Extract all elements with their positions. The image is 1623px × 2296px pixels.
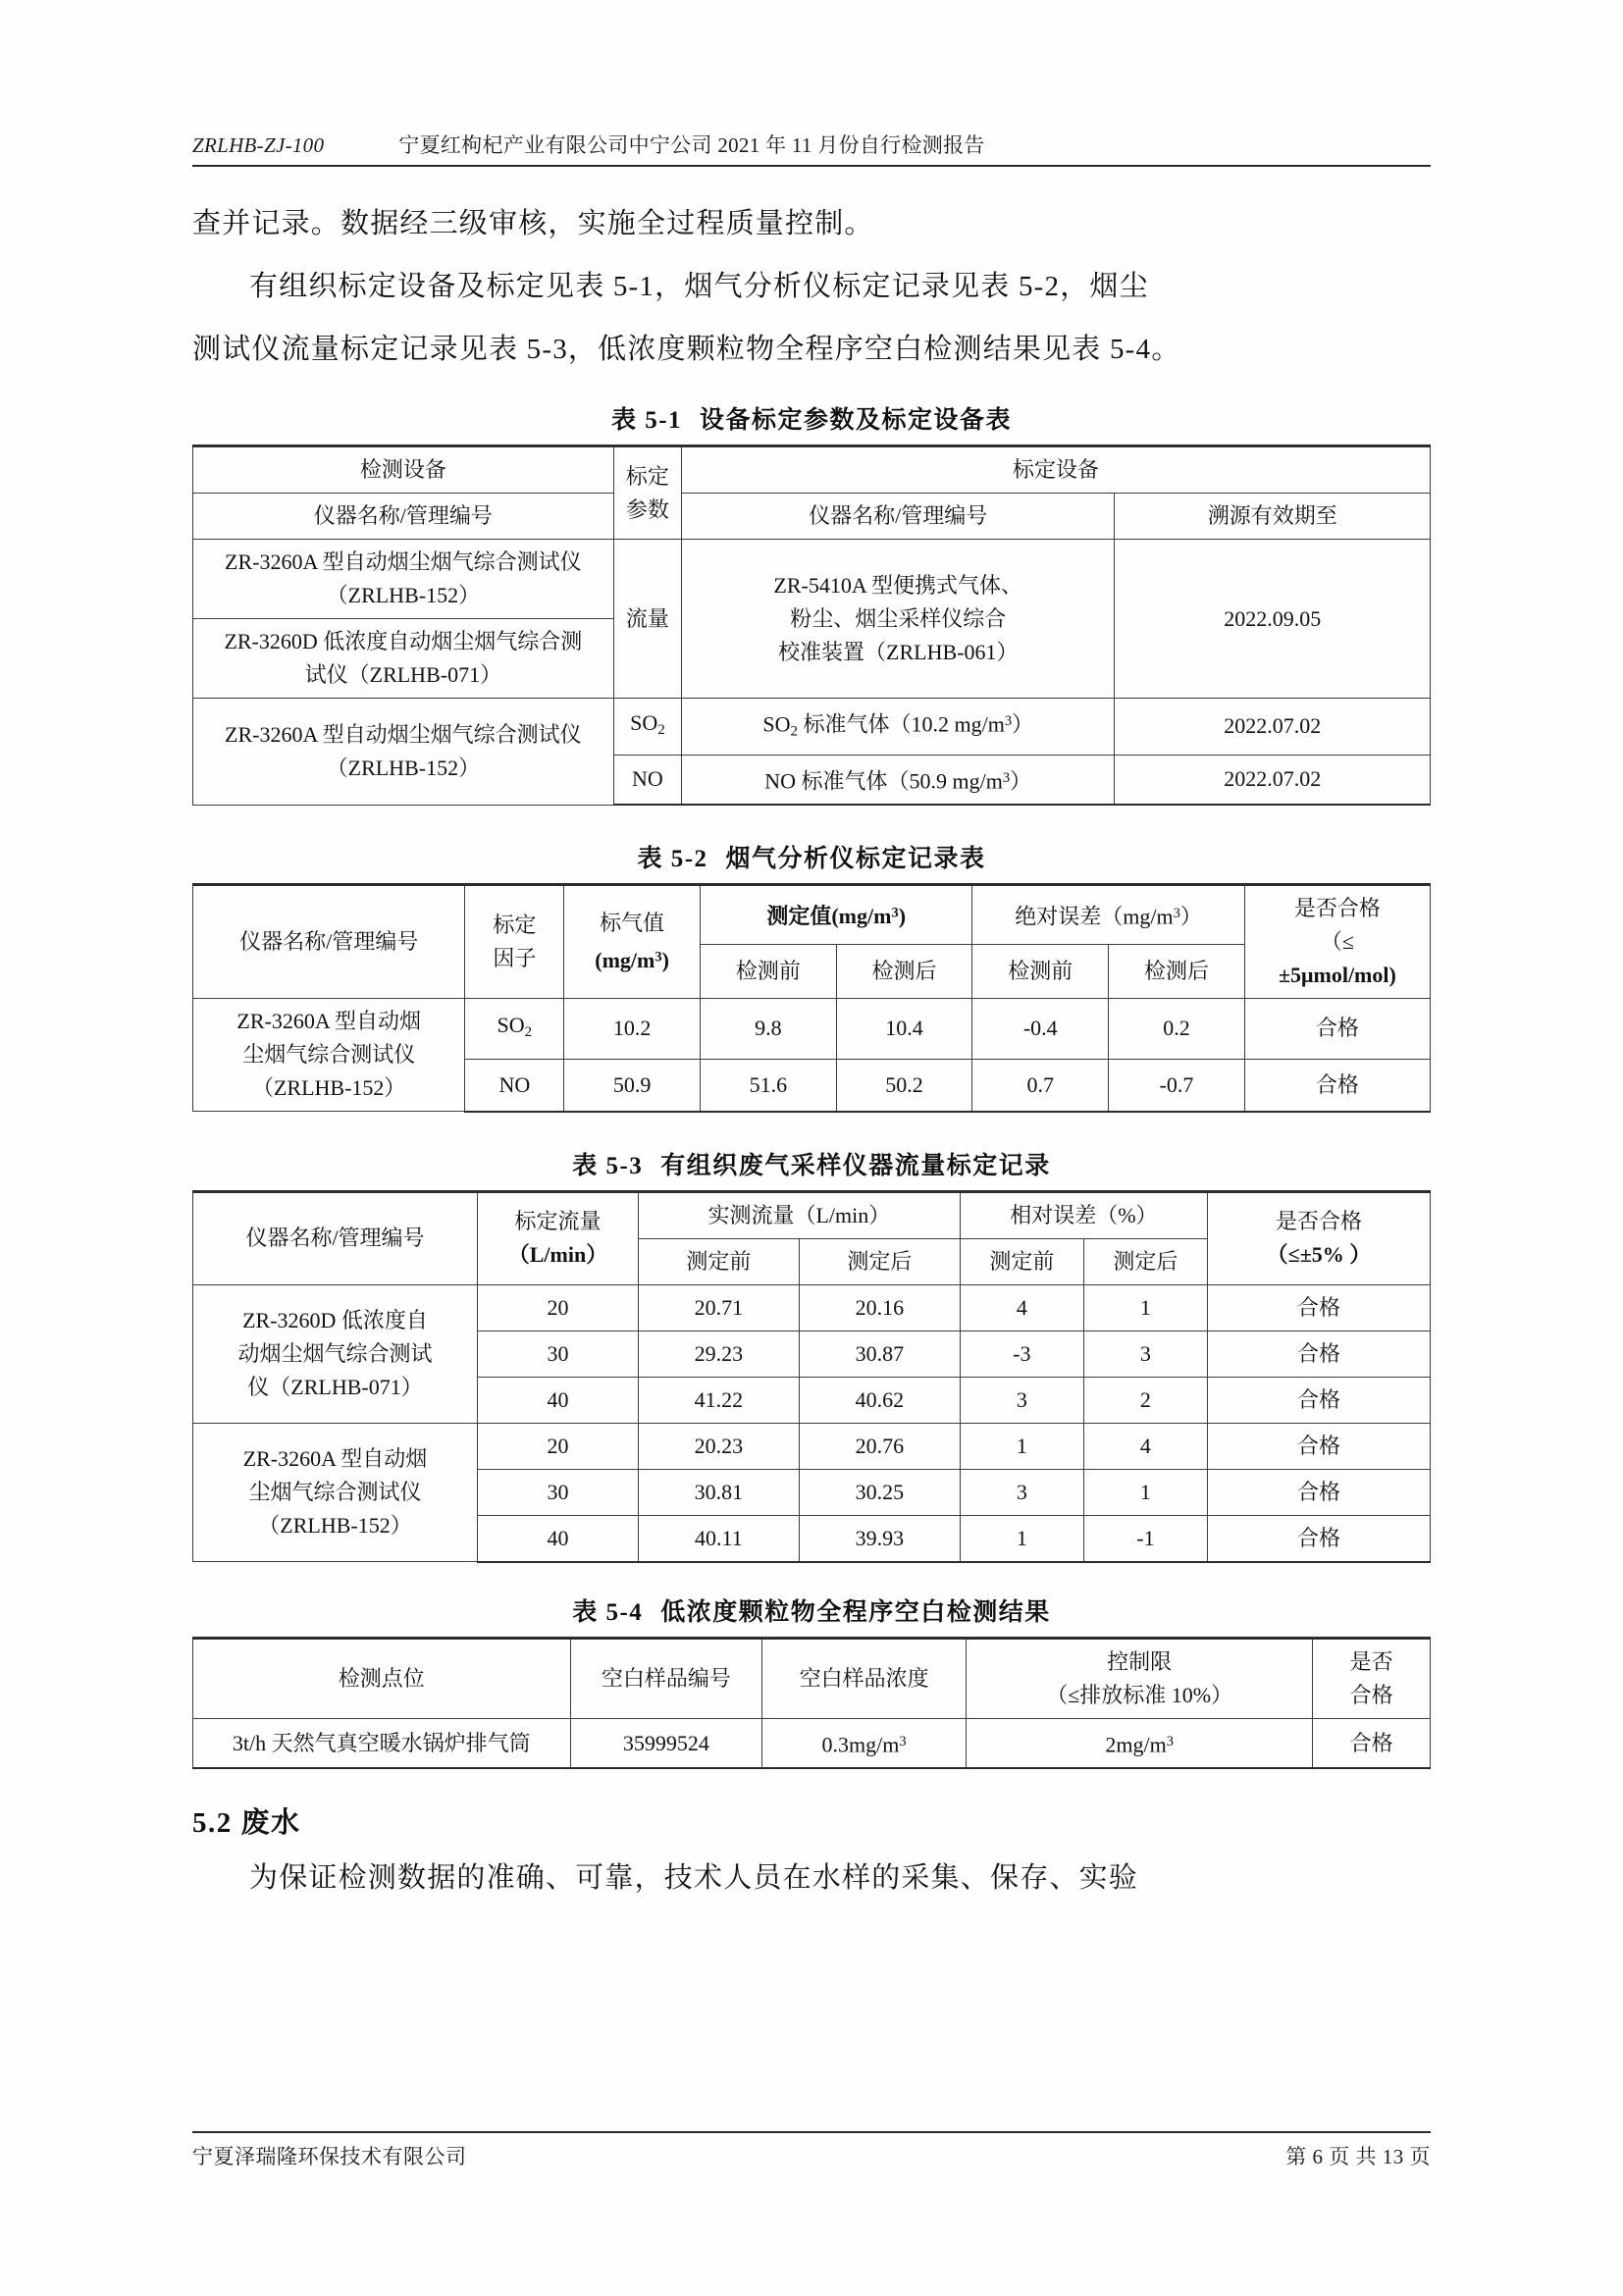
table-5-4	[192, 1637, 1431, 1770]
cell-error-before: 0.7	[972, 1059, 1109, 1112]
th-error-before: 检测前	[972, 944, 1109, 998]
cell-instrument: ZR-3260D 低浓度自 动烟尘烟气综合测试 仪（ZRLHB-071）	[193, 1284, 478, 1423]
table-5-1-header-row-2	[193, 494, 1431, 540]
cell-calib-equipment: ZR-5410A 型便携式气体、 粉尘、烟尘采样仪综合 校准装置（ZRLHB-061）	[682, 540, 1115, 699]
cell-flow-before: 20.71	[638, 1284, 799, 1331]
cell-instrument: ZR-3260A 型自动烟尘烟气综合测试仪 （ZRLHB-152）	[193, 699, 614, 806]
cell-err-after: 4	[1083, 1423, 1207, 1469]
cell-instrument: ZR-3260A 型自动烟 尘烟气综合测试仪 （ZRLHB-152）	[193, 1423, 478, 1562]
cell-error-before: -0.4	[972, 999, 1109, 1059]
th-measured-flow: 实测流量（L/min）	[638, 1191, 960, 1238]
cell-err-before: 1	[960, 1423, 1083, 1469]
cell-factor: NO	[465, 1059, 564, 1112]
cell-measured-before: 9.8	[700, 999, 836, 1059]
table-5-1-block	[192, 400, 1431, 806]
th-detect-equipment: 检测设备	[193, 446, 614, 494]
cell-flow-after: 30.87	[799, 1331, 960, 1377]
th-calib-equipment: 标定设备	[682, 446, 1431, 494]
page-content	[192, 130, 1431, 1909]
cell-trace-valid: 2022.09.05	[1115, 540, 1431, 699]
footer-page-number: 第 6 页 共 13 页	[1285, 2145, 1431, 2168]
cell-blank-conc: $0.3mg/m^3$	[762, 1718, 967, 1768]
table-row	[193, 540, 1431, 619]
table-row	[193, 1284, 1431, 1331]
table-5-4-title: 低浓度颗粒物全程序空白检测结果	[660, 1598, 1051, 1626]
cell-flow-before: 20.23	[638, 1423, 799, 1469]
table-row	[193, 1718, 1431, 1768]
table-5-2-title: 烟气分析仪标定记录表	[725, 846, 986, 873]
cell-std-value: 50.9	[564, 1059, 701, 1112]
table-5-2	[192, 883, 1431, 1113]
cell-err-before: 3	[960, 1469, 1083, 1515]
cell-trace-valid: 2022.07.02	[1115, 699, 1431, 756]
table-5-4-header-row	[193, 1638, 1431, 1718]
cell-qualified: 合格	[1313, 1718, 1431, 1768]
cell-flow-before: 41.22	[638, 1377, 799, 1423]
cell-detect-point: 3t/h 天然气真空暖水锅炉排气筒	[193, 1718, 571, 1768]
cell-err-after: 1	[1083, 1284, 1207, 1331]
th-control-limit: 控制限 （≤排放标准 10%）	[967, 1638, 1313, 1718]
table-5-3-number: 表 5-3	[572, 1152, 644, 1179]
table-row	[193, 999, 1431, 1059]
th-relative-error: 相对误差（%）	[960, 1191, 1207, 1238]
cell-flow-after: 39.93	[799, 1515, 960, 1562]
table-5-1-title: 设备标定参数及标定设备表	[700, 407, 1013, 434]
cell-measured-before: 51.6	[700, 1059, 836, 1112]
cell-flow-before: 30.81	[638, 1469, 799, 1515]
th-flow-after: 测定后	[799, 1238, 960, 1284]
table-5-2-number: 表 5-2	[637, 846, 708, 873]
table-5-1	[192, 444, 1431, 806]
cell-std-flow: 20	[478, 1284, 639, 1331]
cell-err-after: 1	[1083, 1469, 1207, 1515]
th-std-value: 标气值 $(mg/m^3)$	[564, 885, 701, 999]
table-row	[193, 1423, 1431, 1469]
document-code: ZRLHB-ZJ-100	[192, 133, 325, 157]
cell-control-limit: $2mg/m^3$	[967, 1718, 1313, 1768]
cell-trace-valid: 2022.07.02	[1115, 755, 1431, 805]
table-5-2-caption	[192, 839, 1431, 874]
th-instrument-left: 仪器名称/管理编号	[193, 494, 614, 540]
report-title: 宁夏红枸杞产业有限公司中宁公司 2021 年 11 月份自行检测报告	[398, 133, 985, 157]
cell-measured-after: 50.2	[836, 1059, 972, 1112]
th-blank-conc: 空白样品浓度	[762, 1638, 967, 1718]
cell-calib-equipment: NO 标准气体（50.9 $mg/m^3$）	[682, 755, 1115, 805]
cell-flow-after: 20.16	[799, 1284, 960, 1331]
th-absolute-error: 绝对误差$(mg/m^3)$	[972, 885, 1244, 945]
cell-err-after: 3	[1083, 1331, 1207, 1377]
table-5-3	[192, 1190, 1431, 1563]
table-5-4-number: 表 5-4	[572, 1598, 644, 1626]
table-5-2-block	[192, 839, 1431, 1113]
cell-qualified: 合格	[1207, 1515, 1430, 1562]
footer-company: 宁夏泽瑞隆环保技术有限公司	[192, 2145, 467, 2168]
th-qualified: 是否合格 （≤±5% ）	[1207, 1191, 1430, 1284]
cell-err-before: 4	[960, 1284, 1083, 1331]
th-instrument-right: 仪器名称/管理编号	[682, 494, 1115, 540]
cell-flow-after: 40.62	[799, 1377, 960, 1423]
th-calib-param: 标定 参数	[613, 446, 681, 540]
cell-calib-equipment: $SO_2$ 标准气体（10.2 $mg/m^3$）	[682, 699, 1115, 756]
th-calib-factor: 标定 因子	[465, 885, 564, 999]
table-5-1-caption	[192, 400, 1431, 436]
cell-factor: $SO_2$	[465, 999, 564, 1059]
paragraph-table-refs-line2: 测试仪流量标定记录见表 5-3，低浓度颗粒物全程序空白检测结果见表 5-4。	[192, 334, 1181, 365]
cell-err-before: -3	[960, 1331, 1083, 1377]
cell-qualified: 合格	[1207, 1423, 1430, 1469]
cell-param: $SO_2$	[613, 699, 681, 756]
cell-flow-before: 29.23	[638, 1331, 799, 1377]
cell-blank-id: 35999524	[570, 1718, 761, 1768]
th-measured-after: 检测后	[836, 944, 972, 998]
table-5-1-header-row-1	[193, 446, 1431, 494]
th-err-after: 测定后	[1083, 1238, 1207, 1284]
th-flow-before: 测定前	[638, 1238, 799, 1284]
th-std-flow: 标定流量 （L/min）	[478, 1191, 639, 1284]
cell-std-flow: 20	[478, 1423, 639, 1469]
th-measured-value: 测定值$(mg/m^3)$	[700, 885, 971, 945]
cell-std-flow: 40	[478, 1377, 639, 1423]
table-5-3-caption	[192, 1146, 1431, 1181]
table-5-3-header-row-1	[193, 1191, 1431, 1238]
table-row	[193, 699, 1431, 756]
paragraph-table-refs-line1: 有组织标定设备及标定见表 5-1，烟气分析仪标定记录见表 5-2，烟尘	[249, 271, 1149, 302]
th-blank-id: 空白样品编号	[570, 1638, 761, 1718]
table-5-4-block	[192, 1592, 1431, 1770]
cell-instrument: ZR-3260A 型自动烟尘烟气综合测试仪 （ZRLHB-152）	[193, 540, 614, 619]
cell-flow-after: 30.25	[799, 1469, 960, 1515]
running-header	[192, 130, 1431, 167]
cell-std-value: 10.2	[564, 999, 701, 1059]
th-qualified: 是否 合格	[1313, 1638, 1431, 1718]
cell-err-after: 2	[1083, 1377, 1207, 1423]
th-measured-before: 检测前	[700, 944, 836, 998]
running-footer	[192, 2131, 1431, 2170]
th-detect-point: 检测点位	[193, 1638, 571, 1718]
section-heading-5-2: 5.2 废水	[192, 1807, 301, 1840]
cell-flow-before: 40.11	[638, 1515, 799, 1562]
cell-std-flow: 30	[478, 1469, 639, 1515]
cell-qualified: 合格	[1207, 1377, 1430, 1423]
cell-qualified: 合格	[1207, 1469, 1430, 1515]
cell-param: NO	[613, 755, 681, 805]
cell-qualified: 合格	[1207, 1331, 1430, 1377]
table-5-1-number: 表 5-1	[610, 407, 683, 434]
cell-qualified: 合格	[1207, 1284, 1430, 1331]
cell-std-flow: 30	[478, 1331, 639, 1377]
table-5-3-title: 有组织废气采样仪器流量标定记录	[660, 1152, 1051, 1179]
th-instrument: 仪器名称/管理编号	[193, 1191, 478, 1284]
paragraph-continuation: 查并记录。数据经三级审核，实施全过程质量控制。	[192, 208, 874, 239]
th-instrument: 仪器名称/管理编号	[193, 885, 465, 999]
cell-instrument: ZR-3260D 低浓度自动烟尘烟气综合测 试仪（ZRLHB-071）	[193, 619, 614, 699]
cell-measured-after: 10.4	[836, 999, 972, 1059]
cell-std-flow: 40	[478, 1515, 639, 1562]
cell-error-after: 0.2	[1109, 999, 1245, 1059]
th-err-before: 测定前	[960, 1238, 1083, 1284]
cell-err-before: 1	[960, 1515, 1083, 1562]
table-5-2-header-row-1	[193, 885, 1431, 945]
cell-param: 流量	[613, 540, 681, 699]
section-5-2-paragraph: 为保证检测数据的准确、可靠，技术人员在水样的采集、保存、实验	[249, 1862, 1139, 1895]
table-5-4-caption	[192, 1592, 1431, 1628]
th-trace-valid: 溯源有效期至	[1115, 494, 1431, 540]
table-5-3-block	[192, 1146, 1431, 1563]
cell-qualified: 合格	[1244, 1059, 1430, 1112]
cell-err-before: 3	[960, 1377, 1083, 1423]
cell-flow-after: 20.76	[799, 1423, 960, 1469]
cell-qualified: 合格	[1244, 999, 1430, 1059]
cell-err-after: -1	[1083, 1515, 1207, 1562]
cell-error-after: -0.7	[1109, 1059, 1245, 1112]
th-qualified: 是否合格 （≤ ±5μmol/mol)	[1244, 885, 1430, 999]
th-error-after: 检测后	[1109, 944, 1245, 998]
cell-instrument: ZR-3260A 型自动烟 尘烟气综合测试仪 （ZRLHB-152）	[193, 999, 465, 1112]
